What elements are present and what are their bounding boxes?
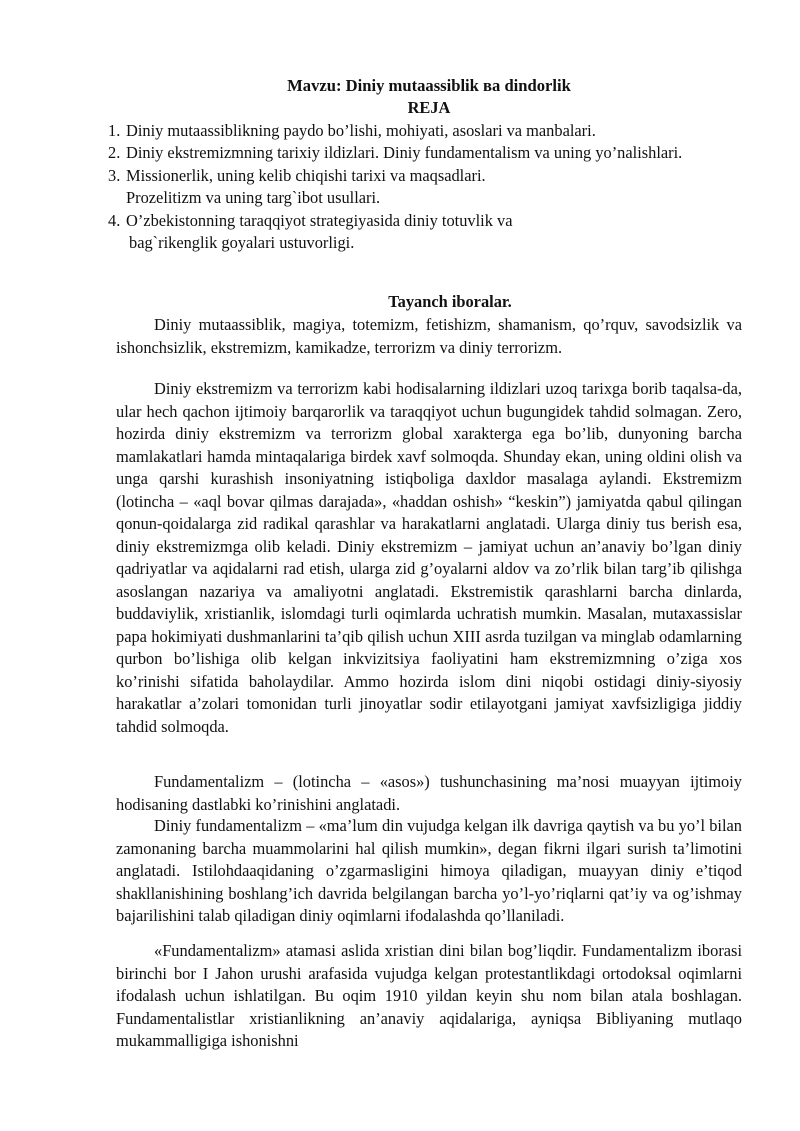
plan-item	[108, 210, 742, 255]
plan-item-number: 4.	[108, 210, 121, 230]
keywords-paragraph: Diniy mutaassiblik, magiya, totemizm, fetishizm, shamanism, qo’rquv, savodsizlik va ishonchsizlik, ekstremizm, kamikadze, terrorizm va diniy terrorizm.	[116, 315, 742, 357]
plan-list	[108, 120, 742, 254]
body-paragraph: Diniy fundamentalizm – «ma’lum din vujudga kelgan ilk davriga qaytish va bu yo’l bilan zamonaning barcha muammolarini hal qilish mumkin», degan fikrni ilgari surish ta’limotini anglatadi. Istilohdaaqidaning o’zgarmasligini himoya qiladigan, muayyan diniy e’tiqod shakllanishining boshlang’ich davrida belgilangan barcha yo’l-yo’riqlarni qat’iy va og’ishmay bajarilishini talab qiladigan diniy oqimlarni ifodalashda qo’llaniladi.	[116, 816, 742, 925]
body-paragraph: «Fundamentalizm» atamasi aslida xristian dini bilan bog’liqdir. Fundamentalizm iborasi birinchi bor I Jahon urushi arafasida vujudga kelgan protestantlikdagi ortodoksal oqimlarni ifodalash uchun ishlatilgan. Bu oqim 1910 yildan keyin shu nom bilan atala boshlagan. Fundamentalistlar xristianlikning an’anaviy aqidalariga, ayniqsa Bibliyaning mutlaqo mukammalligiga ishonishni	[116, 941, 742, 1050]
plan-item	[108, 142, 742, 164]
plan-heading: REJA	[407, 98, 451, 117]
plan-item	[108, 165, 742, 210]
plan-item-number: 3.	[108, 165, 121, 185]
body-paragraph: Fundamentalizm – (lotincha – «asos») tushunchasining ma’nosi muayyan ijtimoiy hodisaning dastlabki ko’rinishini anglatadi.	[116, 772, 742, 814]
plan-item-number: 2.	[108, 143, 121, 163]
plan-item-text: O’zbekistonning taraqqiyot strategiyasida diniy totuvlik va	[126, 210, 513, 230]
plan-item-number: 1.	[108, 121, 121, 140]
plan-item	[108, 120, 742, 142]
plan-item-text: Diniy ekstremizmning tarixiy ildizlari. Diniy fundamentalism va uning yo’nalishlari.	[126, 143, 683, 163]
plan-item-subline: bag`rikenglik goyalari ustuvorligi.	[129, 233, 355, 253]
body-paragraph: Diniy ekstremizm va terrorizm kabi hodisalarning ildizlari uzoq tarixga borib taqalsa-da, ular hech qachon ijtimoiy barqarorlik va taraqqiyot uchun bugungidek tahdid solmagan. Zero, hozirda diniy ekstremizm va terrorizm global xarakterga ega bo’lib, dunyoning barcha mamlakatlari hamda mintaqalariga birdek xavf solmoqda. Shunday ekan, uning oldini olish va unga qarshi kurashish insoniyatning istiqboliga daxldor masalaga aylandi. Ekstremizm (lotincha – «aql bovar qilmas darajada», «haddan oshish» “keskin”) jamiyatda qabul qilingan qonun-qoidalarga zid radikal qarashlar va harakatlarni anglatadi. Ularga diniy tus berish esa, diniy ekstremizmga olib keladi. Diniy ekstremizm – jamiyat uchun an’anaviy bo’lgan diniy qadriyatlar va aqidalarni rad etish, ularga zid g’oyalarni aldov va zo’rlik bilan targ’ib qilishga asoslangan nazariya va amaliyotni anglatadi. Ekstremistik qarashlarni barcha dinlarda, buddaviylik, xristianlik, islomdagi turli oqimlarda uchratish mumkin. Masalan, mutaxassislar papa hokimiyati dushmanlarini ta’qib qilish uchun XIII asrda tuzilgan va minglab odamlarning qurbon bo’lishiga olib kelgan inkvizitsiya faoliyatini ham ekstremizmning o’ziga xos ko’rinishi sifatida baholaydilar. Ammo hozirda islom dini niqobi ostidagi diniy-siyosiy harakatlar a’zolari tomonidan turli jinoyatlar sodir etilayotgani jamiyat xavfsizligiga jiddiy tahdid solmoqda.	[116, 379, 742, 736]
plan-item-text: Diniy mutaassiblikning paydo bo’lishi, mohiyati, asoslari va manbalari.	[126, 121, 596, 140]
keywords-heading: Tayanch iboralar.	[388, 292, 512, 311]
page-title: Mavzu: Diniy mutaassiblik ва dindorlik	[287, 76, 571, 95]
plan-item-subline: Prozelitizm va uning targ`ibot usullari.	[126, 188, 381, 208]
plan-item-text: Missionerlik, uning kelib chiqishi tarixi va maqsadlari.	[126, 165, 486, 185]
